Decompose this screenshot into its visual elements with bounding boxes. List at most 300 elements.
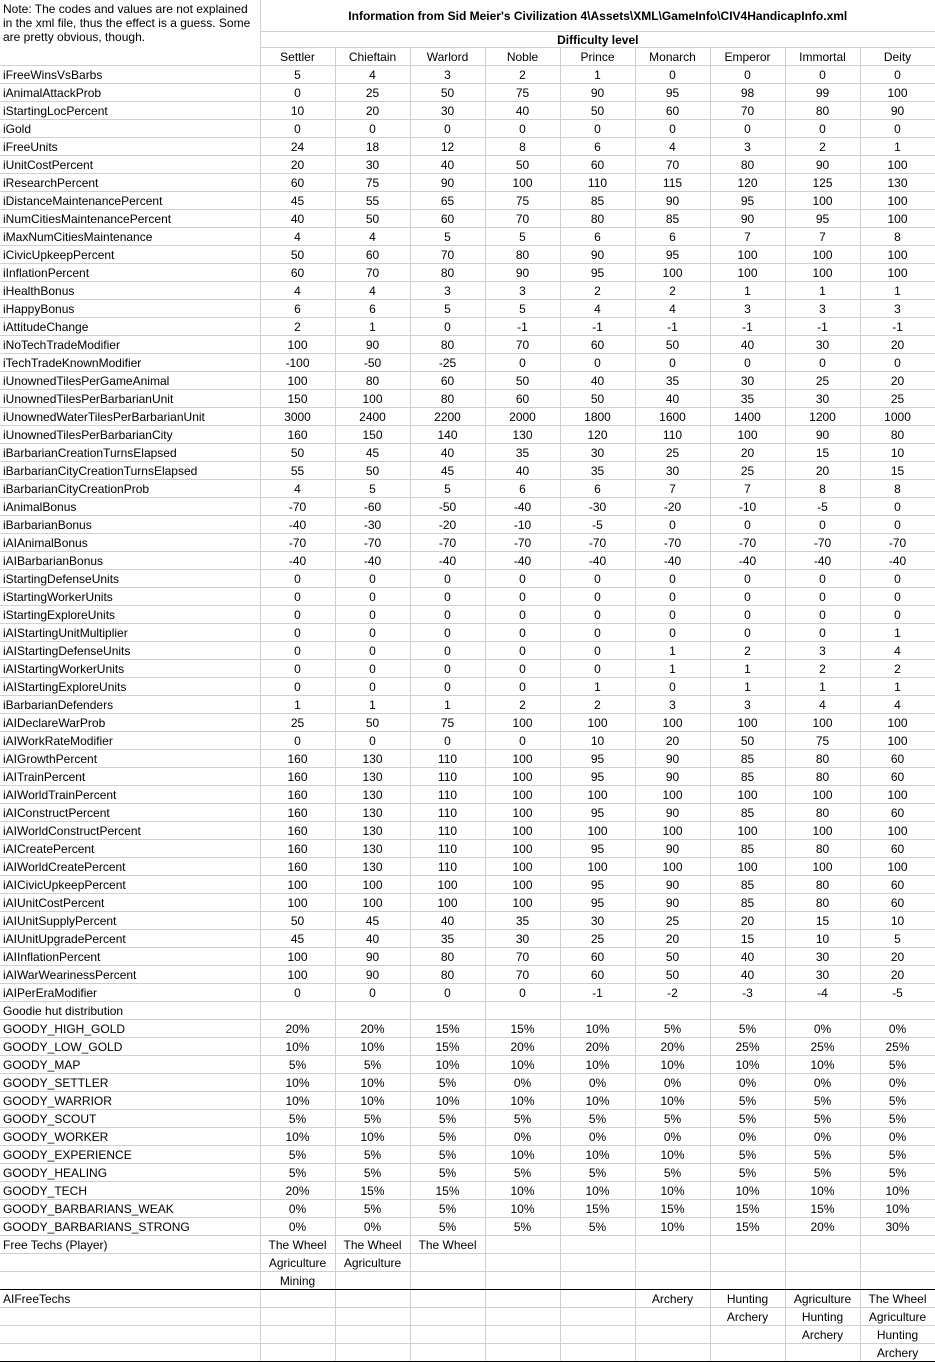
value-cell: 0 <box>710 66 785 84</box>
value-cell: 10% <box>560 1056 635 1074</box>
value-cell: 6 <box>560 228 635 246</box>
value-cell: 100 <box>860 156 935 174</box>
row-label: iAIUnitUpgradePercent <box>0 930 260 948</box>
value-cell: 100 <box>860 822 935 840</box>
empty-cell <box>260 1002 335 1020</box>
value-cell: 45 <box>260 192 335 210</box>
row-label: iStartingLocPercent <box>0 102 260 120</box>
value-cell: 35 <box>560 462 635 480</box>
value-cell: -40 <box>410 552 485 570</box>
value-cell: 0 <box>860 588 935 606</box>
value-cell: 85 <box>635 210 710 228</box>
free-techs-label: Free Techs (Player) <box>0 1236 260 1254</box>
value-cell: 100 <box>860 858 935 876</box>
value-cell: 0 <box>335 642 410 660</box>
value-cell: 10% <box>410 1092 485 1110</box>
value-cell: 10% <box>635 1218 710 1236</box>
tech-cell <box>635 1344 710 1362</box>
value-cell: 160 <box>260 822 335 840</box>
row-label: iAnimalAttackProb <box>0 84 260 102</box>
value-cell: 0 <box>335 732 410 750</box>
value-cell: -5 <box>785 498 860 516</box>
value-cell: 70 <box>635 156 710 174</box>
value-cell: 100 <box>410 894 485 912</box>
value-cell: 24 <box>260 138 335 156</box>
row-label: iStartingExploreUnits <box>0 606 260 624</box>
table-row <box>0 570 935 588</box>
tech-cell <box>785 1254 860 1272</box>
value-cell: 20 <box>860 948 935 966</box>
value-cell: 1 <box>860 138 935 156</box>
value-cell: 4 <box>335 66 410 84</box>
table-row <box>0 750 935 768</box>
value-cell: 5% <box>410 1110 485 1128</box>
value-cell: 80 <box>410 336 485 354</box>
value-cell: 0 <box>860 606 935 624</box>
value-cell: -10 <box>485 516 560 534</box>
value-cell: 85 <box>710 840 785 858</box>
value-cell: -1 <box>485 318 560 336</box>
value-cell: -1 <box>560 318 635 336</box>
value-cell: 5% <box>560 1218 635 1236</box>
value-cell: 110 <box>635 426 710 444</box>
value-cell: 50 <box>635 336 710 354</box>
value-cell: 10% <box>635 1092 710 1110</box>
value-cell: 1 <box>560 678 635 696</box>
empty-cell <box>710 1002 785 1020</box>
value-cell: 95 <box>560 264 635 282</box>
value-cell: 5% <box>260 1164 335 1182</box>
table-row <box>0 1056 935 1074</box>
value-cell: 10% <box>635 1056 710 1074</box>
value-cell: -50 <box>410 498 485 516</box>
tech-cell: The Wheel <box>860 1290 935 1308</box>
value-cell: -30 <box>335 516 410 534</box>
value-cell: 0% <box>485 1074 560 1092</box>
empty-cell <box>0 1308 260 1326</box>
value-cell: 0 <box>260 678 335 696</box>
value-cell: 10% <box>710 1182 785 1200</box>
value-cell: 90 <box>560 246 635 264</box>
table-row <box>0 984 935 1002</box>
value-cell: 130 <box>335 768 410 786</box>
value-cell: -20 <box>635 498 710 516</box>
row-label: GOODY_MAP <box>0 1056 260 1074</box>
value-cell: 0 <box>785 588 860 606</box>
value-cell: 0 <box>335 588 410 606</box>
table-row <box>0 354 935 372</box>
ai-free-techs-label: AIFreeTechs <box>0 1290 260 1308</box>
value-cell: 20 <box>335 102 410 120</box>
value-cell: 0 <box>485 984 560 1002</box>
tech-cell <box>410 1254 485 1272</box>
level-header: Immortal <box>785 48 860 66</box>
value-cell: 5% <box>335 1200 410 1218</box>
table-row <box>0 606 935 624</box>
table-row <box>0 552 935 570</box>
value-cell: 80 <box>785 894 860 912</box>
value-cell: 65 <box>410 192 485 210</box>
row-label: GOODY_WARRIOR <box>0 1092 260 1110</box>
value-cell: 80 <box>335 372 410 390</box>
value-cell: 0 <box>710 120 785 138</box>
value-cell: 95 <box>785 210 860 228</box>
tech-cell <box>485 1254 560 1272</box>
value-cell: -70 <box>785 534 860 552</box>
value-cell: 20% <box>485 1038 560 1056</box>
value-cell: 100 <box>860 210 935 228</box>
value-cell: 5% <box>860 1164 935 1182</box>
tech-cell <box>335 1290 410 1308</box>
value-cell: 85 <box>560 192 635 210</box>
tech-cell <box>635 1308 710 1326</box>
value-cell: 50 <box>560 102 635 120</box>
value-cell: 20 <box>860 372 935 390</box>
value-cell: 10 <box>860 444 935 462</box>
value-cell: 0 <box>785 516 860 534</box>
value-cell: 40 <box>710 948 785 966</box>
value-cell: 0 <box>260 660 335 678</box>
value-cell: 80 <box>785 876 860 894</box>
table-row <box>0 786 935 804</box>
value-cell: 80 <box>410 264 485 282</box>
row-label: iNoTechTradeModifier <box>0 336 260 354</box>
value-cell: 70 <box>335 264 410 282</box>
value-cell: 0 <box>710 516 785 534</box>
value-cell: 0 <box>710 570 785 588</box>
tech-cell <box>710 1326 785 1344</box>
value-cell: 5 <box>485 300 560 318</box>
value-cell: 0 <box>260 120 335 138</box>
value-cell: 5% <box>335 1164 410 1182</box>
value-cell: 100 <box>485 174 560 192</box>
value-cell: 0 <box>335 120 410 138</box>
value-cell: 0 <box>260 588 335 606</box>
value-cell: 30 <box>785 948 860 966</box>
value-cell: 0 <box>485 570 560 588</box>
tech-cell: Archery <box>710 1308 785 1326</box>
table-row <box>0 84 935 102</box>
value-cell: 15% <box>335 1182 410 1200</box>
value-cell: 100 <box>485 858 560 876</box>
row-label: iAIUnitSupplyPercent <box>0 912 260 930</box>
value-cell: 90 <box>335 336 410 354</box>
value-cell: -100 <box>260 354 335 372</box>
value-cell: 20% <box>335 1020 410 1038</box>
value-cell: 100 <box>485 768 560 786</box>
value-cell: 10% <box>485 1200 560 1218</box>
value-cell: 10% <box>485 1056 560 1074</box>
value-cell: -40 <box>860 552 935 570</box>
row-label: GOODY_SCOUT <box>0 1110 260 1128</box>
value-cell: 0 <box>560 354 635 372</box>
table-row <box>0 408 935 426</box>
value-cell: 100 <box>260 876 335 894</box>
row-label: GOODY_BARBARIANS_WEAK <box>0 1200 260 1218</box>
table-row <box>0 642 935 660</box>
value-cell: 0% <box>710 1074 785 1092</box>
value-cell: 0% <box>785 1128 860 1146</box>
value-cell: 10% <box>260 1128 335 1146</box>
value-cell: 100 <box>710 786 785 804</box>
value-cell: 35 <box>485 444 560 462</box>
value-cell: 90 <box>785 156 860 174</box>
table-row <box>0 1164 935 1182</box>
value-cell: 0 <box>710 354 785 372</box>
value-cell: 0 <box>335 570 410 588</box>
value-cell: 80 <box>785 102 860 120</box>
value-cell: 5% <box>860 1092 935 1110</box>
value-cell: 0 <box>635 678 710 696</box>
value-cell: 0 <box>260 732 335 750</box>
tech-cell <box>560 1290 635 1308</box>
row-label: GOODY_EXPERIENCE <box>0 1146 260 1164</box>
value-cell: 125 <box>785 174 860 192</box>
value-cell: 0 <box>635 588 710 606</box>
table-row <box>0 444 935 462</box>
value-cell: 100 <box>335 390 410 408</box>
value-cell: 5% <box>260 1110 335 1128</box>
value-cell: 5% <box>710 1110 785 1128</box>
value-cell: 10% <box>410 1056 485 1074</box>
value-cell: 100 <box>785 822 860 840</box>
value-cell: 160 <box>260 840 335 858</box>
value-cell: 6 <box>260 300 335 318</box>
value-cell: 15% <box>635 1200 710 1218</box>
value-cell: 18 <box>335 138 410 156</box>
tech-cell: The Wheel <box>260 1236 335 1254</box>
value-cell: 15% <box>485 1020 560 1038</box>
value-cell: 10% <box>335 1074 410 1092</box>
value-cell: 0 <box>410 642 485 660</box>
table-row <box>0 1020 935 1038</box>
value-cell: 70 <box>410 246 485 264</box>
value-cell: -2 <box>635 984 710 1002</box>
value-cell: 100 <box>485 786 560 804</box>
value-cell: -40 <box>335 552 410 570</box>
level-header: Monarch <box>635 48 710 66</box>
value-cell: 40 <box>635 390 710 408</box>
table-row <box>0 480 935 498</box>
row-label: iAIStartingDefenseUnits <box>0 642 260 660</box>
row-label: iAIAnimalBonus <box>0 534 260 552</box>
table-row <box>0 768 935 786</box>
value-cell: 3 <box>710 300 785 318</box>
value-cell: 1200 <box>785 408 860 426</box>
value-cell: 20% <box>560 1038 635 1056</box>
value-cell: 0 <box>635 120 710 138</box>
row-label: iCivicUpkeepPercent <box>0 246 260 264</box>
value-cell: 95 <box>635 246 710 264</box>
value-cell: 60 <box>860 768 935 786</box>
value-cell: 10% <box>560 1182 635 1200</box>
value-cell: 110 <box>410 822 485 840</box>
table-row <box>0 1128 935 1146</box>
value-cell: 60 <box>335 246 410 264</box>
empty-cell <box>0 1254 260 1272</box>
value-cell: 1 <box>635 660 710 678</box>
value-cell: -40 <box>485 552 560 570</box>
row-label: iTechTradeKnownModifier <box>0 354 260 372</box>
value-cell: 85 <box>710 894 785 912</box>
empty-cell <box>560 1002 635 1020</box>
value-cell: 95 <box>560 876 635 894</box>
row-label: iBarbarianDefenders <box>0 696 260 714</box>
value-cell: 1 <box>710 282 785 300</box>
free-techs-row <box>0 1254 935 1272</box>
value-cell: 1 <box>785 282 860 300</box>
row-label: iAICivicUpkeepPercent <box>0 876 260 894</box>
level-header: Settler <box>260 48 335 66</box>
value-cell: 100 <box>560 714 635 732</box>
value-cell: 110 <box>410 786 485 804</box>
value-cell: -70 <box>635 534 710 552</box>
value-cell: 70 <box>710 102 785 120</box>
tech-cell: The Wheel <box>410 1236 485 1254</box>
value-cell: 0% <box>785 1020 860 1038</box>
value-cell: 50 <box>335 462 410 480</box>
value-cell: 55 <box>335 192 410 210</box>
value-cell: 8 <box>785 480 860 498</box>
value-cell: 130 <box>335 786 410 804</box>
value-cell: 100 <box>710 858 785 876</box>
tech-cell <box>560 1236 635 1254</box>
tech-cell <box>785 1344 860 1362</box>
value-cell: 40 <box>710 966 785 984</box>
value-cell: 1 <box>560 66 635 84</box>
value-cell: 100 <box>560 786 635 804</box>
table-row <box>0 66 935 84</box>
value-cell: 95 <box>560 768 635 786</box>
tech-cell: Hunting <box>785 1308 860 1326</box>
value-cell: 5% <box>335 1146 410 1164</box>
tech-cell <box>410 1344 485 1362</box>
value-cell: -5 <box>560 516 635 534</box>
value-cell: 20% <box>260 1182 335 1200</box>
row-label: iBarbarianCreationTurnsElapsed <box>0 444 260 462</box>
value-cell: 5% <box>860 1056 935 1074</box>
table-row <box>0 264 935 282</box>
ai-free-techs-row <box>0 1344 935 1362</box>
tech-cell <box>260 1326 335 1344</box>
value-cell: 1 <box>410 696 485 714</box>
tech-cell <box>485 1236 560 1254</box>
value-cell: 100 <box>860 84 935 102</box>
value-cell: 80 <box>410 948 485 966</box>
value-cell: 10% <box>860 1182 935 1200</box>
value-cell: 60 <box>560 966 635 984</box>
value-cell: 0 <box>410 570 485 588</box>
level-header: Emperor <box>710 48 785 66</box>
value-cell: 60 <box>410 372 485 390</box>
value-cell: 6 <box>560 138 635 156</box>
table-row <box>0 1074 935 1092</box>
value-cell: 85 <box>710 804 785 822</box>
table-row <box>0 516 935 534</box>
value-cell: -3 <box>710 984 785 1002</box>
tech-cell <box>560 1344 635 1362</box>
table-row <box>0 858 935 876</box>
value-cell: 0 <box>710 606 785 624</box>
tech-cell <box>335 1272 410 1290</box>
value-cell: 60 <box>560 156 635 174</box>
tech-cell <box>485 1272 560 1290</box>
value-cell: 0 <box>785 570 860 588</box>
value-cell: 15 <box>785 444 860 462</box>
row-label: GOODY_BARBARIANS_STRONG <box>0 1218 260 1236</box>
table-row <box>0 840 935 858</box>
table-row <box>0 156 935 174</box>
empty-cell <box>0 1272 260 1290</box>
value-cell: 50 <box>260 246 335 264</box>
value-cell: 0% <box>485 1128 560 1146</box>
value-cell: 3 <box>710 138 785 156</box>
value-cell: 5 <box>485 228 560 246</box>
value-cell: 40 <box>335 930 410 948</box>
value-cell: 1 <box>860 678 935 696</box>
value-cell: 95 <box>560 894 635 912</box>
value-cell: 0 <box>335 660 410 678</box>
value-cell: 130 <box>335 804 410 822</box>
row-label: GOODY_HEALING <box>0 1164 260 1182</box>
value-cell: 80 <box>710 156 785 174</box>
value-cell: 95 <box>560 750 635 768</box>
value-cell: 90 <box>635 894 710 912</box>
value-cell: 0 <box>335 984 410 1002</box>
value-cell: 45 <box>335 444 410 462</box>
value-cell: 2 <box>560 282 635 300</box>
row-label: GOODY_SETTLER <box>0 1074 260 1092</box>
value-cell: 100 <box>260 372 335 390</box>
value-cell: 10% <box>260 1038 335 1056</box>
empty-cell <box>0 1326 260 1344</box>
value-cell: 10% <box>485 1146 560 1164</box>
value-cell: 40 <box>410 912 485 930</box>
value-cell: 5% <box>635 1164 710 1182</box>
value-cell: 30% <box>860 1218 935 1236</box>
value-cell: 10% <box>635 1146 710 1164</box>
row-label: iAITrainPercent <box>0 768 260 786</box>
value-cell: 50 <box>410 84 485 102</box>
value-cell: 10% <box>785 1056 860 1074</box>
tech-cell <box>560 1254 635 1272</box>
value-cell: 20 <box>710 444 785 462</box>
value-cell: 10% <box>635 1182 710 1200</box>
value-cell: 160 <box>260 858 335 876</box>
table-row <box>0 1182 935 1200</box>
row-label: GOODY_WORKER <box>0 1128 260 1146</box>
value-cell: 50 <box>635 948 710 966</box>
value-cell: -70 <box>260 498 335 516</box>
table-row <box>0 318 935 336</box>
value-cell: 2 <box>860 660 935 678</box>
value-cell: 100 <box>785 192 860 210</box>
value-cell: 0 <box>410 588 485 606</box>
tech-cell <box>785 1236 860 1254</box>
value-cell: 5% <box>410 1200 485 1218</box>
value-cell: 90 <box>860 102 935 120</box>
value-cell: 100 <box>485 840 560 858</box>
tech-cell: Hunting <box>860 1326 935 1344</box>
value-cell: 1400 <box>710 408 785 426</box>
row-label: iInflationPercent <box>0 264 260 282</box>
difficulty-label: Difficulty level <box>260 32 935 48</box>
value-cell: -60 <box>335 498 410 516</box>
value-cell: 35 <box>710 390 785 408</box>
tech-cell: Hunting <box>710 1290 785 1308</box>
value-cell: 80 <box>785 840 860 858</box>
value-cell: 90 <box>635 192 710 210</box>
